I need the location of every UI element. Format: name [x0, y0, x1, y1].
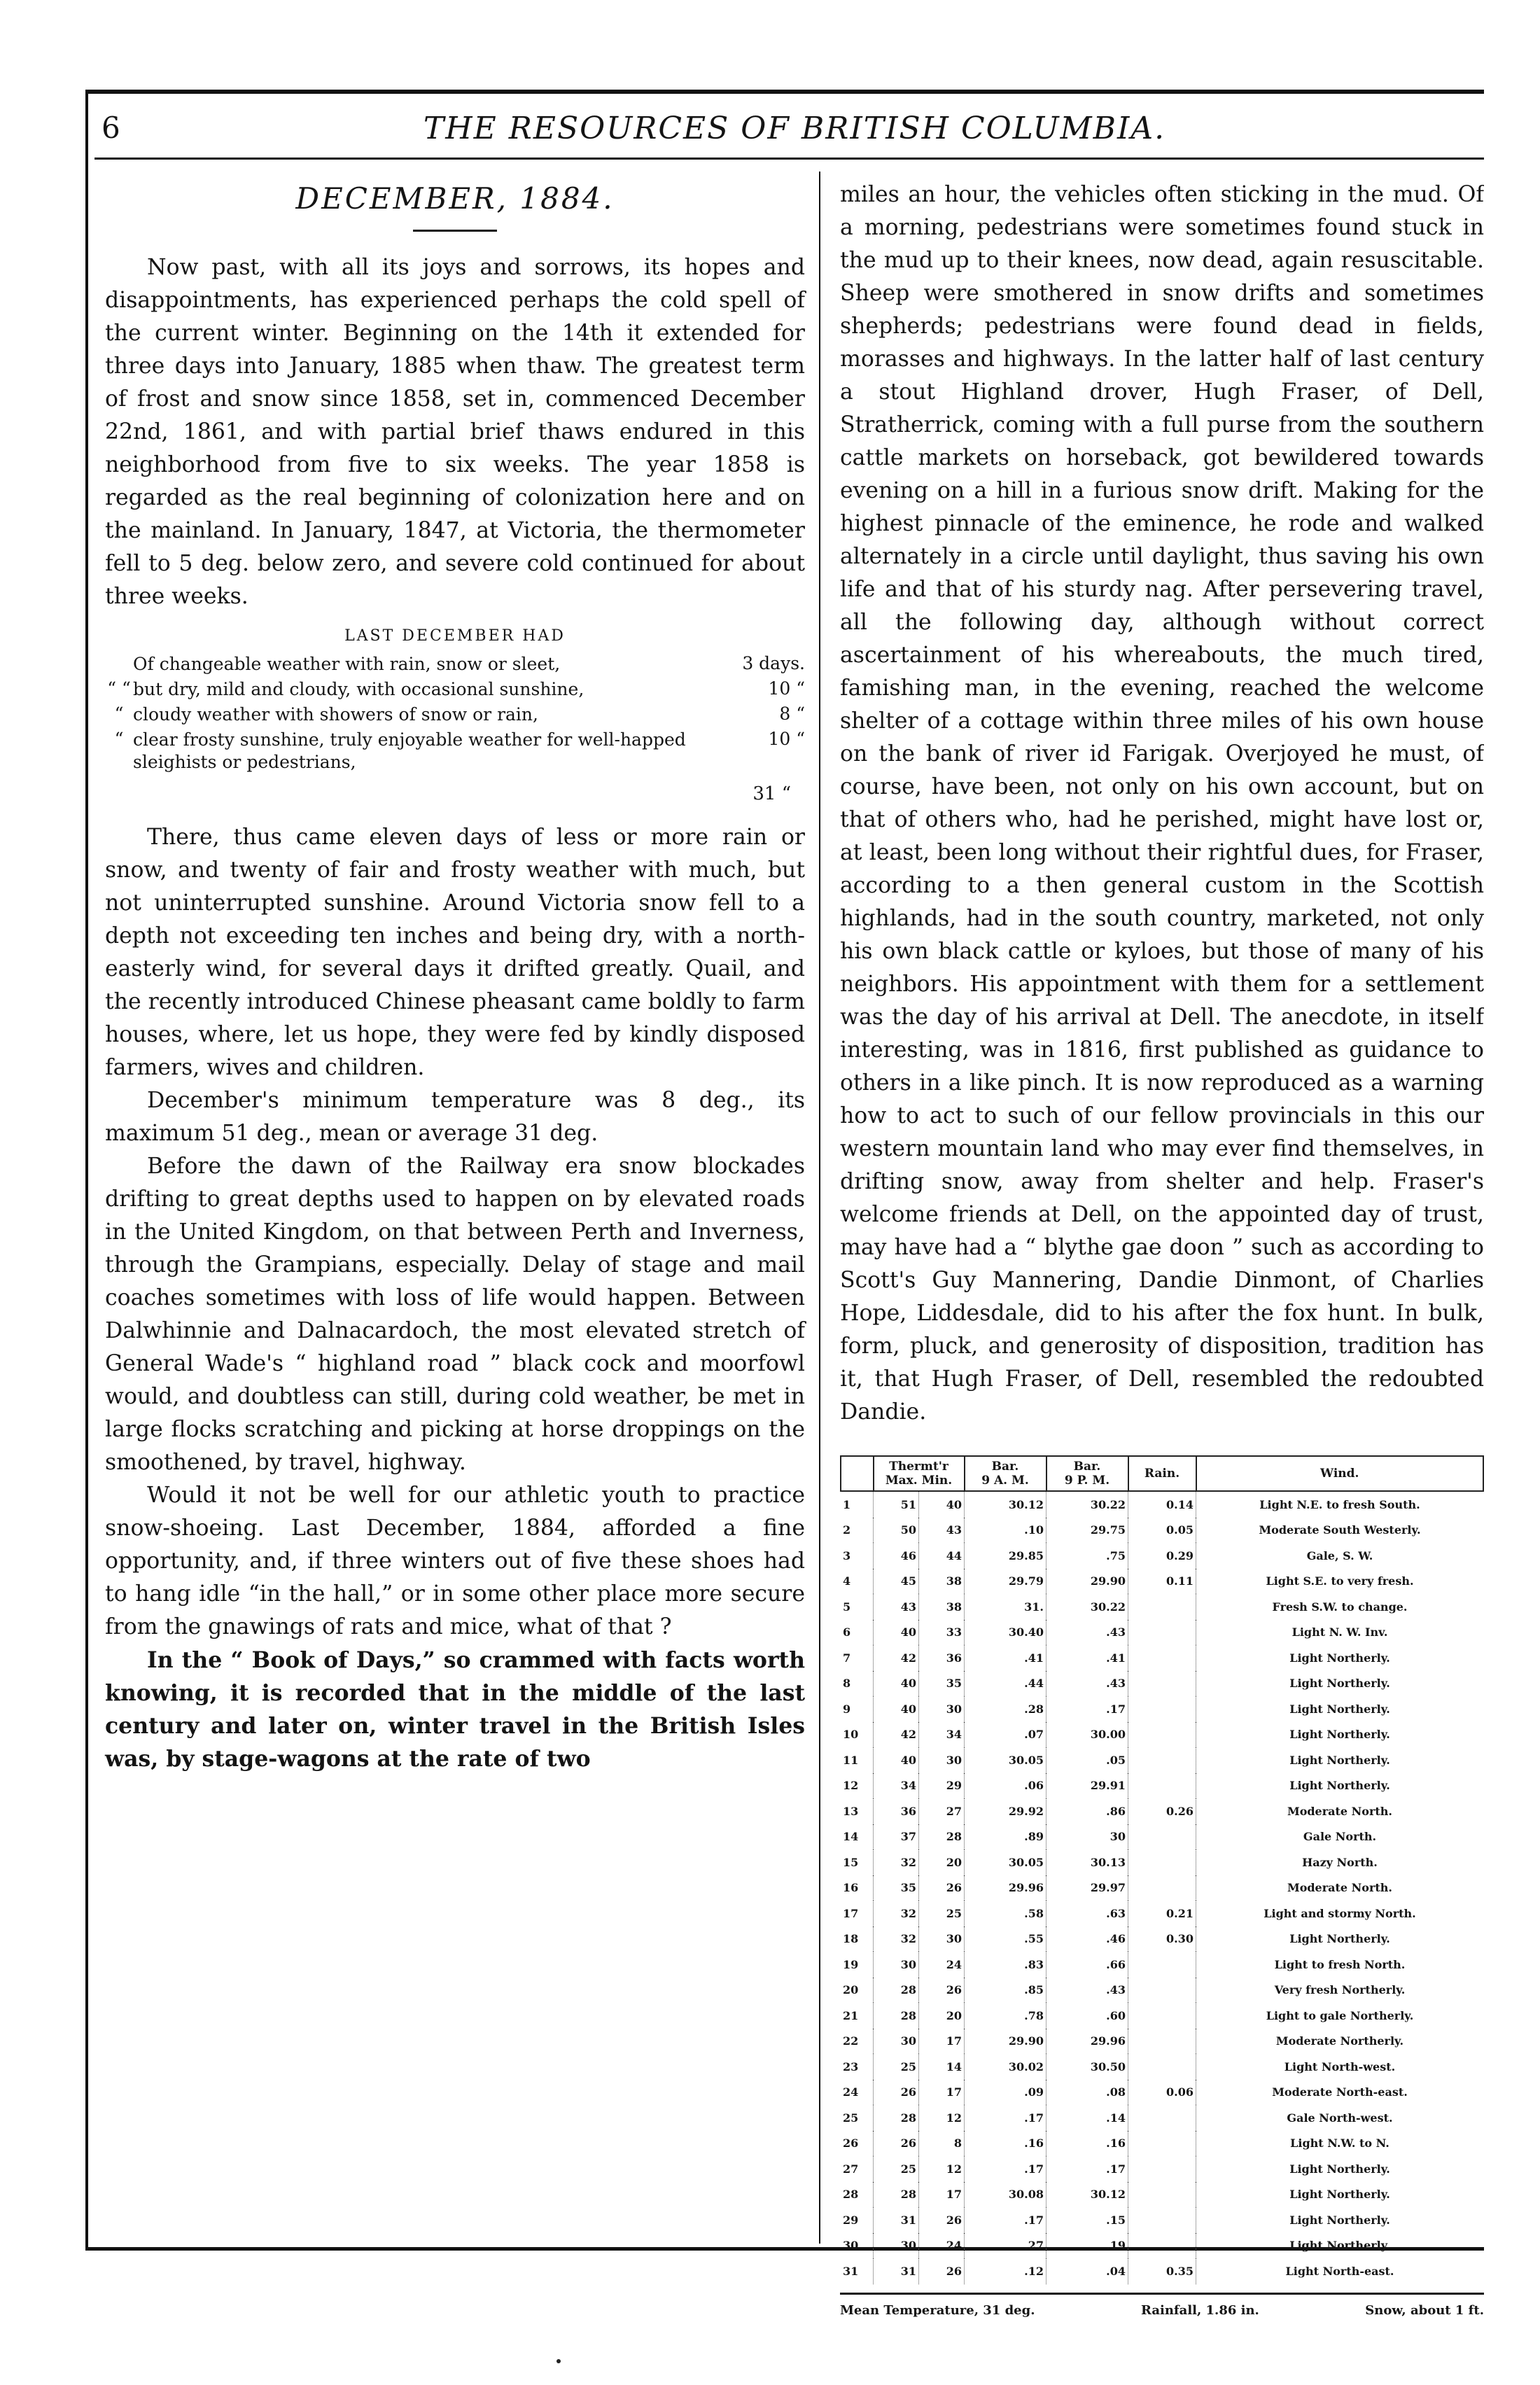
cell-max: 50	[874, 1518, 919, 1544]
cell-day: 15	[843, 1855, 859, 1869]
cell-day: 2	[843, 1523, 851, 1537]
cell-max: 31	[874, 2258, 919, 2284]
cell-min: 26	[919, 1875, 965, 1901]
table-row	[841, 1518, 1483, 1544]
cell-bar9p: .14	[1046, 2105, 1128, 2131]
cell-rain: 0.21	[1128, 1901, 1196, 1926]
cell-day: 21	[843, 2008, 859, 2022]
weather-days: 10 “	[768, 678, 805, 699]
cell-bar9p: .43	[1046, 1620, 1128, 1646]
cell-rain	[1128, 1645, 1196, 1671]
weather-days: 3 days.	[742, 653, 805, 673]
cell-max: 26	[874, 2080, 919, 2106]
cell-bar9a: .58	[965, 1901, 1046, 1926]
cell-rain	[1128, 1671, 1196, 1697]
cell-wind: Light Northerly.	[1196, 1696, 1484, 1722]
cell-rain	[1128, 2207, 1196, 2233]
cell-bar9a: 30.12	[965, 1491, 1046, 1518]
table-row	[841, 1952, 1483, 1978]
cell-day: 6	[843, 1625, 851, 1639]
cell-rain: 0.26	[1128, 1798, 1196, 1824]
cell-bar9p: .41	[1046, 1645, 1128, 1671]
cell-day: 29	[843, 2213, 859, 2227]
cell-bar9p: 30.50	[1046, 2054, 1128, 2080]
cell-rain	[1128, 2029, 1196, 2055]
cell-bar9a: .16	[965, 2131, 1046, 2157]
cell-day: 14	[843, 1830, 859, 1844]
table-row	[841, 2207, 1483, 2233]
cell-min: 36	[919, 1645, 965, 1671]
cell-wind: Gale North-west.	[1196, 2105, 1484, 2131]
cell-bar9p: .66	[1046, 1952, 1128, 1978]
cell-wind: Moderate Northerly.	[1196, 2029, 1484, 2055]
cell-day: 4	[843, 1574, 851, 1588]
cell-bar9a: .44	[965, 1671, 1046, 1697]
cell-bar9a: .55	[965, 1926, 1046, 1952]
table-row	[841, 1926, 1483, 1952]
cell-bar9a: 30.05	[965, 1747, 1046, 1773]
weather-desc: clear frosty sunshine, truly enjoyable weather for well-happed sleighists or pedestrians,	[133, 729, 686, 772]
weather-table-heading: LAST DECEMBER HAD	[344, 627, 566, 645]
cell-max: 35	[874, 1875, 919, 1901]
cell-day: 19	[843, 1957, 859, 1971]
cell-bar9a: .10	[965, 1518, 1046, 1544]
table-row	[841, 2054, 1483, 2080]
cell-bar9p: .04	[1046, 2258, 1128, 2284]
cell-rain	[1128, 1875, 1196, 1901]
cell-min: 17	[919, 2182, 965, 2208]
cell-wind: Light Northerly.	[1196, 1747, 1484, 1773]
cell-day: 12	[843, 1779, 859, 1793]
weather-row	[105, 702, 805, 727]
cell-day: 5	[843, 1600, 851, 1614]
cell-max: 40	[874, 1696, 919, 1722]
cell-wind: Light Northerly.	[1196, 2207, 1484, 2233]
cell-wind: Light North-west.	[1196, 2054, 1484, 2080]
cell-rain: 0.29	[1128, 1543, 1196, 1569]
table-row	[841, 2182, 1483, 2208]
cell-max: 32	[874, 1849, 919, 1875]
cell-min: 33	[919, 1620, 965, 1646]
paragraph-book-of-days: In the “ Book of Days,” so crammed with facts worth knowing, it is recorded that in the middle of the last century and later on, winter travel in the British Isles was, by stage-wagons at the rate of two	[105, 1647, 805, 1772]
weather-row	[105, 677, 805, 702]
cell-bar9p: 29.75	[1046, 1518, 1128, 1544]
cell-rain: 0.06	[1128, 2080, 1196, 2106]
cell-bar9p: 30.13	[1046, 1849, 1128, 1875]
cell-rain	[1128, 1620, 1196, 1646]
cell-bar9a: 30.08	[965, 2182, 1046, 2208]
cell-wind: Gale, S. W.	[1196, 1543, 1484, 1569]
cell-max: 34	[874, 1773, 919, 1799]
cell-day: 27	[843, 2162, 859, 2176]
cell-max: 45	[874, 1569, 919, 1595]
cell-min: 20	[919, 1849, 965, 1875]
weather-mark: “ “	[107, 678, 131, 699]
cell-wind: Light N.E. to fresh South.	[1196, 1491, 1484, 1518]
weather-desc: Of changeable weather with rain, snow or sleet,	[133, 654, 561, 674]
cell-rain: 0.05	[1128, 1518, 1196, 1544]
weather-days: 10 “	[768, 729, 805, 749]
cell-rain: 0.35	[1128, 2258, 1196, 2284]
snow-total: Snow, about 1 ft.	[1365, 2302, 1484, 2318]
cell-max: 40	[874, 1620, 919, 1646]
table-row	[841, 2156, 1483, 2182]
cell-bar9p: .43	[1046, 1978, 1128, 2003]
cell-bar9a: 30.05	[965, 1849, 1046, 1875]
table-row	[841, 1671, 1483, 1697]
weather-row	[105, 727, 805, 775]
cell-min: 38	[919, 1594, 965, 1620]
header-rule	[94, 158, 1484, 160]
cell-min: 43	[919, 1518, 965, 1544]
cell-bar9p: 29.90	[1046, 1569, 1128, 1595]
cell-max: 30	[874, 2029, 919, 2055]
cell-bar9a: .85	[965, 1978, 1046, 2003]
column-rule	[819, 172, 820, 2244]
page-header	[94, 105, 1494, 154]
cell-bar9p: 29.91	[1046, 1773, 1128, 1799]
wind-header: Wind.	[1196, 1456, 1484, 1491]
cell-rain: 0.11	[1128, 1569, 1196, 1595]
monthly-summary	[840, 2293, 1484, 2318]
cell-max: 40	[874, 1747, 919, 1773]
cell-bar9a: .83	[965, 1952, 1046, 1978]
table-row	[841, 2258, 1483, 2284]
cell-day: 20	[843, 1983, 859, 1997]
cell-day: 18	[843, 1932, 859, 1946]
cell-day: 10	[843, 1728, 859, 1742]
cell-max: 31	[874, 2207, 919, 2233]
weather-row	[105, 652, 805, 677]
cell-bar9p: 29.96	[1046, 2029, 1128, 2055]
cell-wind: Light S.E. to very fresh.	[1196, 1569, 1484, 1595]
cell-wind: Light Northerly.	[1196, 2156, 1484, 2182]
paragraph-fraser-story: miles an hour, the vehicles often sticking in the mud. Of a morning, pedestrians were sometimes found stuck in the mud up to their knees, now dead, again resuscitable. Sheep were smothered in snow drifts and sometimes shepherds; pedestrians were found dead in fields, morasses and highways. In the latter half of last century a stout Highland drover, Hugh Fraser, of Dell, Stratherrick, coming with a full purse from the southern cattle markets on horseback, got bewildered towards evening on a hill in a furious snow drift. Making for the highest pinnacle of the eminence, he rode and walked alternately in a circle until daylight, thus saving his own life and that of his sturdy nag. After persevering travel, all the following day, although without correct ascertainment of his whereabouts, the much tired, famishing man, in the evening, reached the welcome shelter of a cottage within three miles of his own house on the bank of river id Farigak. Overjoyed he must, of course, have been, not only on his own account, but on that of others who, had he perished, might have lost or, at least, been long without their rightful dues, for Fraser, according to a then general custom in the Scottish highlands, had in the south country, marketed, not only his own black cattle or kyloes, but those of many of his neighbors. His appointment with them for a settlement was the day of his arrival at Dell. The anecdote, in itself interesting, was in 1816, first published as guidance to others in a like pinch. It is now reproduced as a warning how to act to such of our fellow provincials in this our western mountain land who may ever find themselves, in drifting snow, away from shelter and help. Fraser's welcome friends at Dell, on the appointed day of trust, may have had a “ blythe gae doon ” such as according to Scott's Guy Mannering, Dandie Dinmont, of Charlies Hope, Liddesdale, did to his after the fox hunt. In bulk, form, pluck, and generosity of disposition, tradition has it, that Hugh Fraser, of Dell, resembled the redoubted Dandie.	[840, 182, 1484, 1425]
cell-bar9a: 29.90	[965, 2029, 1046, 2055]
cell-min: 26	[919, 2207, 965, 2233]
left-border-rule	[85, 90, 88, 2249]
page-number: 6	[102, 111, 120, 145]
weather-mark	[105, 652, 133, 677]
cell-wind: Light Northerly.	[1196, 1722, 1484, 1748]
cell-wind: Light Northerly.	[1196, 1645, 1484, 1671]
cell-bar9p: .05	[1046, 1747, 1128, 1773]
running-head: THE RESOURCES OF BRITISH COLUMBIA.	[423, 111, 1166, 146]
cell-day: 1	[843, 1497, 851, 1511]
cell-bar9p: 30.12	[1046, 2182, 1128, 2208]
table-row	[841, 1569, 1483, 1595]
cell-bar9a: .89	[965, 1824, 1046, 1850]
cell-rain: 0.30	[1128, 1926, 1196, 1952]
table-row	[841, 1849, 1483, 1875]
cell-bar9a: .07	[965, 1722, 1046, 1748]
cell-min: 27	[919, 1798, 965, 1824]
cell-day: 8	[843, 1677, 851, 1691]
right-column	[840, 179, 1484, 2318]
cell-max: 42	[874, 1645, 919, 1671]
cell-wind: Hazy North.	[1196, 1849, 1484, 1875]
cell-day: 30	[843, 2239, 859, 2253]
weather-desc: but dry, mild and cloudy, with occasional sunshine,	[133, 679, 584, 699]
cell-rain	[1128, 1824, 1196, 1850]
barometer-pm-header: Bar. 9 P. M.	[1046, 1456, 1128, 1491]
cell-day: 31	[843, 2264, 859, 2278]
barometer-am-header: Bar. 9 A. M.	[965, 1456, 1046, 1491]
cell-max: 32	[874, 1926, 919, 1952]
cell-bar9a: 29.85	[965, 1543, 1046, 1569]
table-row	[841, 2105, 1483, 2131]
cell-max: 28	[874, 2182, 919, 2208]
cell-bar9p: .60	[1046, 2003, 1128, 2029]
cell-bar9a: .12	[965, 2258, 1046, 2284]
cell-min: 38	[919, 1569, 965, 1595]
table-row	[841, 1543, 1483, 1569]
cell-min: 30	[919, 1926, 965, 1952]
cell-min: 29	[919, 1773, 965, 1799]
cell-bar9a: 30.40	[965, 1620, 1046, 1646]
left-column	[105, 179, 805, 1775]
cell-wind: Light North-east.	[1196, 2258, 1484, 2284]
cell-max: 28	[874, 2105, 919, 2131]
daily-weather-table	[840, 1455, 1484, 2318]
cell-max: 32	[874, 1901, 919, 1926]
cell-max: 37	[874, 1824, 919, 1850]
cell-wind: Light N. W. Inv.	[1196, 1620, 1484, 1646]
cell-wind: Light to gale Northerly.	[1196, 2003, 1484, 2029]
table-row	[841, 1901, 1483, 1926]
cell-rain: 0.14	[1128, 1491, 1196, 1518]
cell-wind: Light Northerly.	[1196, 1671, 1484, 1697]
cell-max: 30	[874, 2233, 919, 2259]
cell-bar9p: 30.00	[1046, 1722, 1128, 1748]
cell-min: 24	[919, 2233, 965, 2259]
cell-wind: Moderate North.	[1196, 1798, 1484, 1824]
cell-bar9p: 30	[1046, 1824, 1128, 1850]
cell-min: 28	[919, 1824, 965, 1850]
cell-max: 28	[874, 1978, 919, 2003]
paragraph-snow: There, thus came eleven days of less or more rain or snow, and twenty of fair and frosty weather with much, but not uninterrupted sunshine. Around Victoria snow fell to a depth not exceeding ten inches and being dry, with a north-easterly wind, for several days it drifted greatly. Quail, and the recently introduced Chinese pheasant came boldly to farm houses, where, let us hope, they were fed by kindly disposed farmers, wives and children.	[105, 825, 805, 1080]
cell-wind: Light Northerly.	[1196, 1773, 1484, 1799]
table-row	[841, 1747, 1483, 1773]
cell-min: 26	[919, 1978, 965, 2003]
cell-min: 44	[919, 1543, 965, 1569]
cell-wind: Light to fresh North.	[1196, 1952, 1484, 1978]
weather-days: 8 “	[779, 704, 805, 724]
cell-bar9p: .17	[1046, 1696, 1128, 1722]
cell-bar9p: .63	[1046, 1901, 1128, 1926]
cell-day: 9	[843, 1702, 851, 1716]
weather-mark: “	[114, 729, 124, 749]
cell-rain	[1128, 2156, 1196, 2182]
cell-rain	[1128, 2233, 1196, 2259]
cell-day: 23	[843, 2059, 859, 2073]
cell-min: 40	[919, 1491, 965, 1518]
cell-wind: Moderate North.	[1196, 1875, 1484, 1901]
cell-day: 3	[843, 1548, 851, 1562]
weather-desc: cloudy weather with showers of snow or rain,	[133, 704, 538, 725]
cell-max: 42	[874, 1722, 919, 1748]
cell-day: 25	[843, 2111, 859, 2125]
cell-min: 34	[919, 1722, 965, 1748]
table-row	[841, 1594, 1483, 1620]
cell-bar9p: 29.97	[1046, 1875, 1128, 1901]
cell-bar9p: .16	[1046, 2131, 1128, 2157]
cell-bar9a: 30.02	[965, 2054, 1046, 2080]
cell-rain	[1128, 2182, 1196, 2208]
cell-day: 7	[843, 1651, 851, 1665]
cell-min: 24	[919, 1952, 965, 1978]
cell-wind: Light Northerly.	[1196, 1926, 1484, 1952]
cell-min: 14	[919, 2054, 965, 2080]
cell-bar9a: 29.92	[965, 1798, 1046, 1824]
mean-temperature: Mean Temperature, 31 deg.	[840, 2302, 1035, 2318]
weather-summary-table	[105, 652, 805, 775]
cell-day: 13	[843, 1804, 859, 1818]
cell-day: 26	[843, 2136, 859, 2150]
cell-wind: Moderate North-east.	[1196, 2080, 1484, 2106]
cell-max: 25	[874, 2156, 919, 2182]
cell-max: 40	[874, 1671, 919, 1697]
paragraph-snowshoeing: Would it not be well for our athletic youth to practice snow-shoeing. Last December, 1884, afforded a fine opportunity, and, if three winters out of five these shoes had to hang idle “in the hall,” or in some other place more secure from the gnawings of rats and mice, what of that ?	[105, 1483, 805, 1639]
print-speck	[556, 2359, 561, 2363]
thermometer-header: Thermt'r Max. Min.	[874, 1456, 965, 1491]
paragraph-temperature: December's minimum temperature was 8 deg., its maximum 51 deg., mean or average 31 deg.	[105, 1088, 805, 1146]
cell-min: 35	[919, 1671, 965, 1697]
cell-min: 25	[919, 1901, 965, 1926]
cell-day: 24	[843, 2085, 859, 2099]
cell-bar9a: .28	[965, 1696, 1046, 1722]
cell-bar9a: 31.	[965, 1594, 1046, 1620]
cell-wind: Light and stormy North.	[1196, 1901, 1484, 1926]
cell-rain	[1128, 1722, 1196, 1748]
table-row	[841, 1875, 1483, 1901]
cell-bar9a: .06	[965, 1773, 1046, 1799]
cell-rain	[1128, 1773, 1196, 1799]
rainfall-total: Rainfall, 1.86 in.	[1140, 2302, 1259, 2318]
table-row	[841, 1645, 1483, 1671]
cell-bar9p: 30.22	[1046, 1491, 1128, 1518]
cell-max: 26	[874, 2131, 919, 2157]
table-row	[841, 2131, 1483, 2157]
cell-day: 11	[843, 1753, 859, 1767]
cell-min: 30	[919, 1747, 965, 1773]
cell-bar9p: .75	[1046, 1543, 1128, 1569]
cell-day: 28	[843, 2188, 859, 2202]
cell-bar9p: .15	[1046, 2207, 1128, 2233]
cell-rain	[1128, 1594, 1196, 1620]
cell-wind: Light Northerly.	[1196, 2233, 1484, 2259]
table-row	[841, 1696, 1483, 1722]
cell-wind: Moderate South Westerly.	[1196, 1518, 1484, 1544]
cell-max: 43	[874, 1594, 919, 1620]
cell-bar9a: .41	[965, 1645, 1046, 1671]
title-divider	[413, 230, 497, 232]
cell-min: 17	[919, 2080, 965, 2106]
cell-max: 30	[874, 1952, 919, 1978]
cell-bar9a: 29.96	[965, 1875, 1046, 1901]
cell-bar9p: .19	[1046, 2233, 1128, 2259]
cell-day: 16	[843, 1881, 859, 1895]
cell-bar9a: .17	[965, 2156, 1046, 2182]
table-row	[841, 2029, 1483, 2055]
cell-bar9p: 30.22	[1046, 1594, 1128, 1620]
cell-max: 46	[874, 1543, 919, 1569]
cell-bar9a: .09	[965, 2080, 1046, 2106]
cell-rain	[1128, 1849, 1196, 1875]
section-title: DECEMBER, 1884.	[295, 181, 615, 216]
cell-bar9a: .17	[965, 2105, 1046, 2131]
cell-rain	[1128, 2105, 1196, 2131]
table-row	[841, 1491, 1483, 1518]
cell-min: 12	[919, 2156, 965, 2182]
table-row	[841, 1773, 1483, 1799]
table-row	[841, 1620, 1483, 1646]
table-row	[841, 2233, 1483, 2259]
table-row	[841, 2080, 1483, 2106]
cell-bar9a: .78	[965, 2003, 1046, 2029]
day-header	[841, 1456, 874, 1491]
cell-wind: Light Northerly.	[1196, 2182, 1484, 2208]
cell-max: 28	[874, 2003, 919, 2029]
table-row	[841, 1722, 1483, 1748]
cell-min: 8	[919, 2131, 965, 2157]
cell-bar9p: .43	[1046, 1671, 1128, 1697]
top-rule	[85, 90, 1484, 94]
cell-wind: Light N.W. to N.	[1196, 2131, 1484, 2157]
cell-rain	[1128, 2131, 1196, 2157]
cell-rain	[1128, 1747, 1196, 1773]
weather-mark: “	[114, 704, 124, 724]
cell-rain	[1128, 2054, 1196, 2080]
cell-bar9p: .17	[1046, 2156, 1128, 2182]
cell-max: 51	[874, 1491, 919, 1518]
table-row	[841, 1978, 1483, 2003]
cell-max: 36	[874, 1798, 919, 1824]
rain-header: Rain.	[1128, 1456, 1196, 1491]
cell-min: 30	[919, 1696, 965, 1722]
table-row	[841, 1798, 1483, 1824]
cell-min: 26	[919, 2258, 965, 2284]
cell-max: 25	[874, 2054, 919, 2080]
cell-rain	[1128, 2003, 1196, 2029]
cell-bar9p: .08	[1046, 2080, 1128, 2106]
cell-rain	[1128, 1978, 1196, 2003]
cell-bar9a: .27	[965, 2233, 1046, 2259]
cell-day: 17	[843, 1906, 859, 1920]
table-row	[841, 2003, 1483, 2029]
cell-min: 20	[919, 2003, 965, 2029]
cell-min: 17	[919, 2029, 965, 2055]
cell-bar9a: .17	[965, 2207, 1046, 2233]
cell-wind: Gale North.	[1196, 1824, 1484, 1850]
cell-day: 22	[843, 2034, 859, 2048]
table-row	[841, 1824, 1483, 1850]
paragraph-railway: Before the dawn of the Railway era snow blockades drifting to great depths used to happen on by elevated roads in the United Kingdom, on that between Perth and Inverness, through the Grampians, especially. Delay of stage and mail coaches sometimes with loss of life would happen. Between Dalwhinnie and Dalnacardoch, the most elevated stretch of General Wade's “ highland road ” black cock and moorfowl would, and doubtless can still, during cold weather, be met in large flocks scratching and picking at horse droppings on the smoothened, by travel, highway.	[105, 1154, 805, 1475]
weather-total: 31 “	[752, 783, 791, 804]
cell-wind: Fresh S.W. to change.	[1196, 1594, 1484, 1620]
cell-rain	[1128, 1696, 1196, 1722]
cell-min: 12	[919, 2105, 965, 2131]
cell-rain	[1128, 1952, 1196, 1978]
cell-bar9a: 29.79	[965, 1569, 1046, 1595]
cell-bar9p: .86	[1046, 1798, 1128, 1824]
paragraph-intro: Now past, with all its joys and sorrows, its hopes and disappointments, has experienced perhaps the cold spell of the current winter. Beginning on the 14th it extended for three days into January, 1885 when thaw. The greatest term of frost and snow since 1858, set in, commenced December 22nd, 1861, and with partial brief thaws endured in this neighborhood from five to six weeks. The year 1858 is regarded as the real beginning of colonization here and on the mainland. In January, 1847, at Victoria, the thermometer fell to 5 deg. below zero, and severe cold continued for about three weeks.	[105, 255, 805, 609]
cell-wind: Very fresh Northerly.	[1196, 1978, 1484, 2003]
cell-bar9p: .46	[1046, 1926, 1128, 1952]
